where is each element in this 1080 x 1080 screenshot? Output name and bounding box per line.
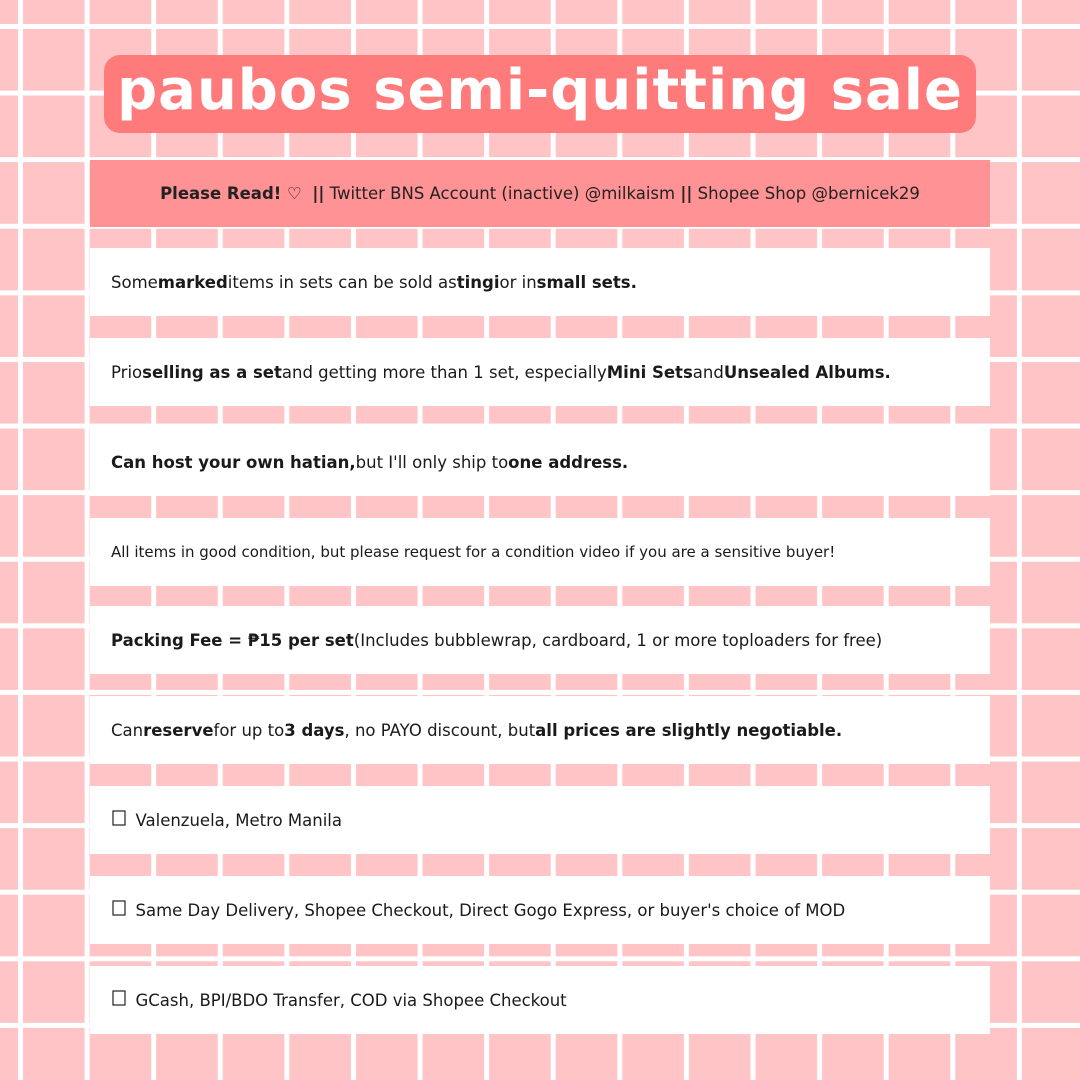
payment-card-icon	[111, 990, 128, 1010]
delivery-truck-icon	[111, 900, 128, 920]
location-pin-icon	[111, 810, 128, 830]
header-info-band	[90, 160, 990, 227]
info-row-reserve: Can reserve for up to 3 days , no PAYO discount, but all prices are slightly negotiable.	[90, 696, 990, 764]
info-row-hatian: Can host your own hatian, but I'll only ship to one address.	[90, 428, 990, 496]
please-read-label: Please Read! ♡	[160, 184, 302, 203]
info-row-prio-sets: Prio selling as a set and getting more than 1 set, especially Mini Sets and Unsealed Albums.	[90, 338, 990, 406]
info-row-payment: GCash, BPI/BDO Transfer, COD via Shopee Checkout	[90, 966, 990, 1034]
title-banner	[104, 55, 976, 133]
info-row-condition: All items in good condition, but please request for a condition video if you are a sensitive buyer!	[90, 518, 990, 586]
info-row-delivery: Same Day Delivery, Shopee Checkout, Direct Gogo Express, or buyer's choice of MOD	[90, 876, 990, 944]
info-row-packing-fee: Packing Fee = ₱15 per set (Includes bubblewrap, cardboard, 1 or more toploaders for free)	[90, 606, 990, 674]
separator: ||	[680, 184, 693, 203]
separator: ||	[312, 184, 325, 203]
twitter-account-text: Twitter BNS Account (inactive) @milkaism	[329, 184, 676, 203]
page-title: paubos semi-quitting sale	[117, 58, 963, 123]
info-row-tingi: Some marked items in sets can be sold as tingi or in small sets.	[90, 248, 990, 316]
info-row-location: Valenzuela, Metro Manila	[90, 786, 990, 854]
shopee-shop-text: Shopee Shop @bernicek29	[697, 184, 920, 203]
